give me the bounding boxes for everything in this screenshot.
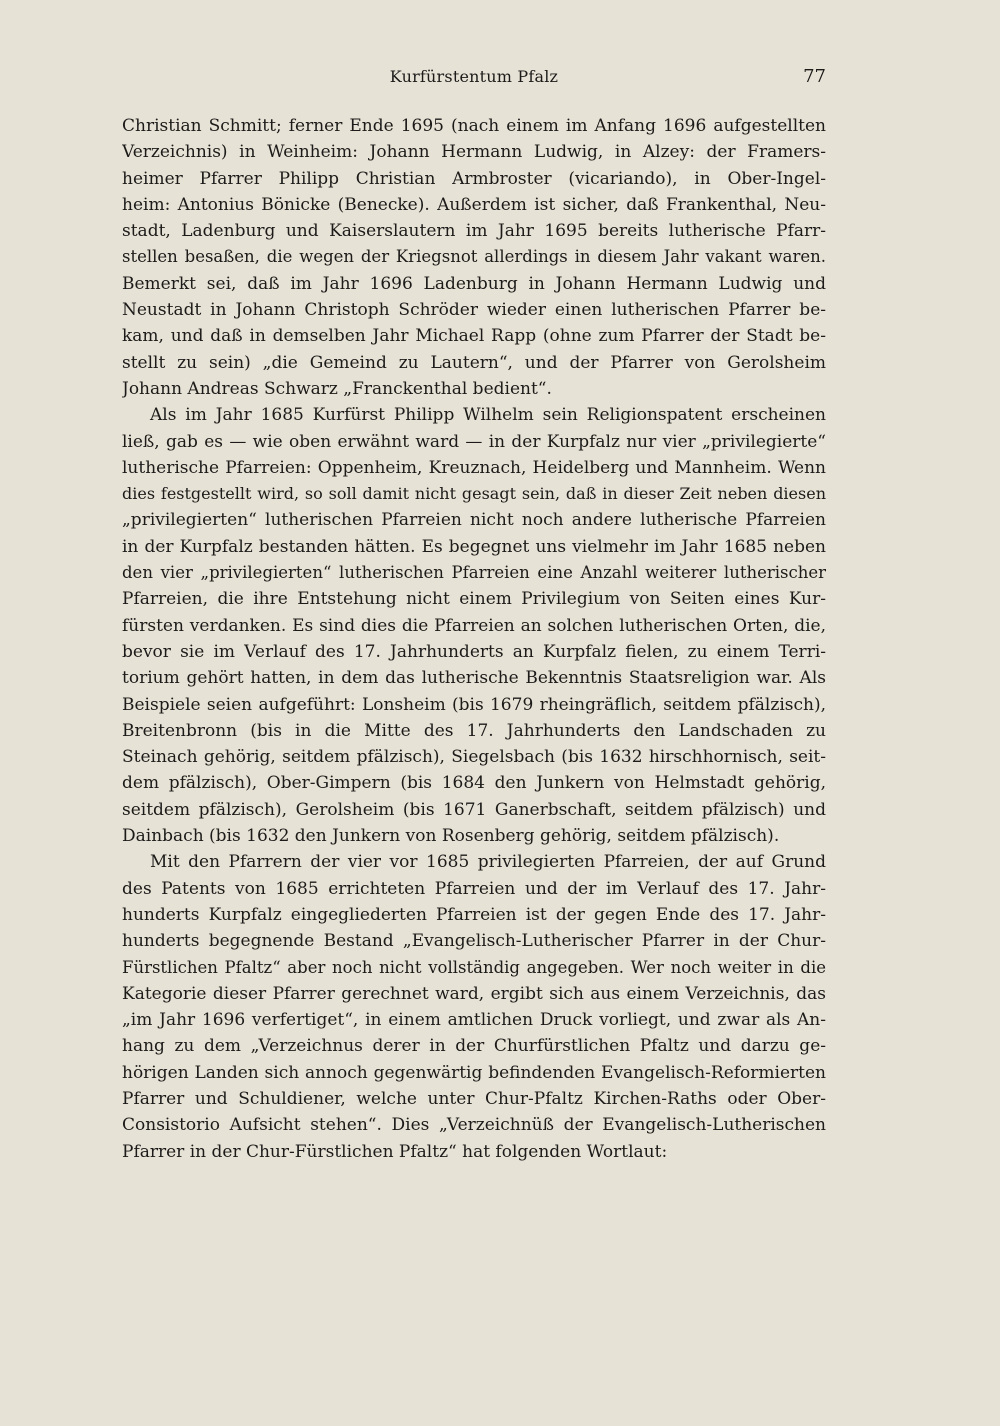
- text-line: heim: Antonius Bönicke (Benecke). Außerdem ist sicher, daß Frankenthal, Neu-: [122, 194, 826, 215]
- text-line: Fürstlichen Pfaltz“ aber noch nicht vollständig angegeben. Wer noch weiter in die: [122, 957, 826, 977]
- text-line: Christian Schmitt; ferner Ende 1695 (nach einem im Anfang 1696 aufgestellten: [122, 116, 826, 136]
- text-line: Pfarrer und Schuldiener, welche unter Chur-Pfaltz Kirchen-Raths oder Ober-: [122, 1088, 826, 1109]
- text-line: kam, und daß in demselben Jahr Michael Rapp (ohne zum Pfarrer der Stadt be-: [122, 326, 826, 347]
- text-line: Pfarreien, die ihre Entstehung nicht einem Privilegium von Seiten eines Kur-: [122, 589, 826, 610]
- text-line: hang zu dem „Verzeichnus derer in der Churfürstlichen Pfaltz und darzu ge-: [122, 1036, 826, 1057]
- text-line: dem pfälzisch), Ober-Gimpern (bis 1684 den Junkern von Helmstadt gehörig,: [122, 773, 826, 794]
- text-line: Bemerkt sei, daß im Jahr 1696 Ladenburg in Johann Hermann Ludwig und: [122, 273, 826, 294]
- text-line: heimer Pfarrer Philipp Christian Armbroster (vicariando), in Ober-Ingel-: [122, 168, 826, 189]
- text-line: hunderts Kurpfalz eingegliederten Pfarreien ist der gegen Ende des 17. Jahr-: [122, 904, 826, 925]
- text-line: stellt zu sein) „die Gemeind zu Lautern“, und der Pfarrer von Gerolsheim: [122, 352, 826, 373]
- running-head: Kurfürstentum Pfalz: [389, 67, 559, 86]
- text-line: Mit den Pfarrern der vier vor 1685 privilegierten Pfarreien, der auf Grund: [150, 852, 826, 873]
- text-line: ließ, gab es — wie oben erwähnt ward — in der Kurpfalz nur vier „privilegierte“: [122, 431, 826, 452]
- text-line: Breitenbronn (bis in die Mitte des 17. Jahrhunderts den Landschaden zu: [122, 720, 826, 741]
- text-line: Johann Andreas Schwarz „Franckenthal bedient“.: [122, 378, 552, 399]
- text-line: Als im Jahr 1685 Kurfürst Philipp Wilhelm sein Religionspatent erscheinen: [150, 405, 826, 426]
- text-line: stellen besaßen, die wegen der Kriegsnot allerdings in diesem Jahr vakant waren.: [122, 247, 826, 267]
- page-number: 77: [803, 66, 826, 87]
- text-line: Neustadt in Johann Christoph Schröder wieder einen lutherischen Pfarrer be-: [122, 300, 826, 321]
- text-line: Pfarrer in der Chur-Fürstlichen Pfaltz“ hat folgenden Wortlaut:: [122, 1141, 668, 1162]
- text-line: lutherische Pfarreien: Oppenheim, Kreuznach, Heidelberg und Mannheim. Wenn: [122, 457, 826, 478]
- text-line: stadt, Ladenburg und Kaiserslautern im Jahr 1695 bereits lutherische Pfarr-: [122, 221, 826, 242]
- text-line: Kategorie dieser Pfarrer gerechnet ward, ergibt sich aus einem Verzeichnis, das: [122, 983, 826, 1004]
- text-line: hörigen Landen sich annoch gegenwärtig befindenden Evangelisch-Reformierten: [122, 1062, 826, 1083]
- text-line: Consistorio Aufsicht stehen“. Dies „Verzeichnüß der Evangelisch-Lutherischen: [122, 1115, 826, 1136]
- text-line: „im Jahr 1696 verfertiget“, in einem amtlichen Druck vorliegt, und zwar als An-: [122, 1010, 826, 1031]
- page-header: [122, 63, 826, 91]
- text-line: Steinach gehörig, seitdem pfälzisch), Siegelsbach (bis 1632 hirschhornisch, seit-: [122, 747, 826, 768]
- text-line: torium gehört hatten, in dem das lutherische Bekenntnis Staatsreligion war. Als: [122, 668, 826, 689]
- body-text: [122, 113, 826, 1165]
- text-line: bevor sie im Verlauf des 17. Jahrhunderts an Kurpfalz fielen, zu einem Terri-: [122, 641, 826, 662]
- text-line: seitdem pfälzisch), Gerolsheim (bis 1671 Ganerbschaft, seitdem pfälzisch) und: [122, 799, 826, 820]
- text-line: dies festgestellt wird, so soll damit nicht gesagt sein, daß in dieser Zeit neben diesen: [122, 484, 826, 504]
- text-line: des Patents von 1685 errichteten Pfarreien und der im Verlauf des 17. Jahr-: [122, 878, 826, 899]
- text-line: „privilegierten“ lutherischen Pfarreien nicht noch andere lutherische Pfarreien: [122, 510, 826, 531]
- text-line: den vier „privilegierten“ lutherischen Pfarreien eine Anzahl weiterer lutherischer: [122, 563, 826, 583]
- text-line: hunderts begegnende Bestand „Evangelisch-Lutherischer Pfarrer in der Chur-: [122, 931, 826, 952]
- text-line: fürsten verdanken. Es sind dies die Pfarreien an solchen lutherischen Orten, die,: [122, 615, 826, 636]
- text-line: Verzeichnis) in Weinheim: Johann Hermann Ludwig, in Alzey: der Framers-: [122, 142, 826, 163]
- text-line: Dainbach (bis 1632 den Junkern von Rosenberg gehörig, seitdem pfälzisch).: [122, 826, 780, 847]
- text-line: in der Kurpfalz bestanden hätten. Es begegnet uns vielmehr im Jahr 1685 neben: [122, 536, 826, 557]
- text-line: Beispiele seien aufgeführt: Lonsheim (bis 1679 rheingräflich, seitdem pfälzisch),: [122, 694, 826, 715]
